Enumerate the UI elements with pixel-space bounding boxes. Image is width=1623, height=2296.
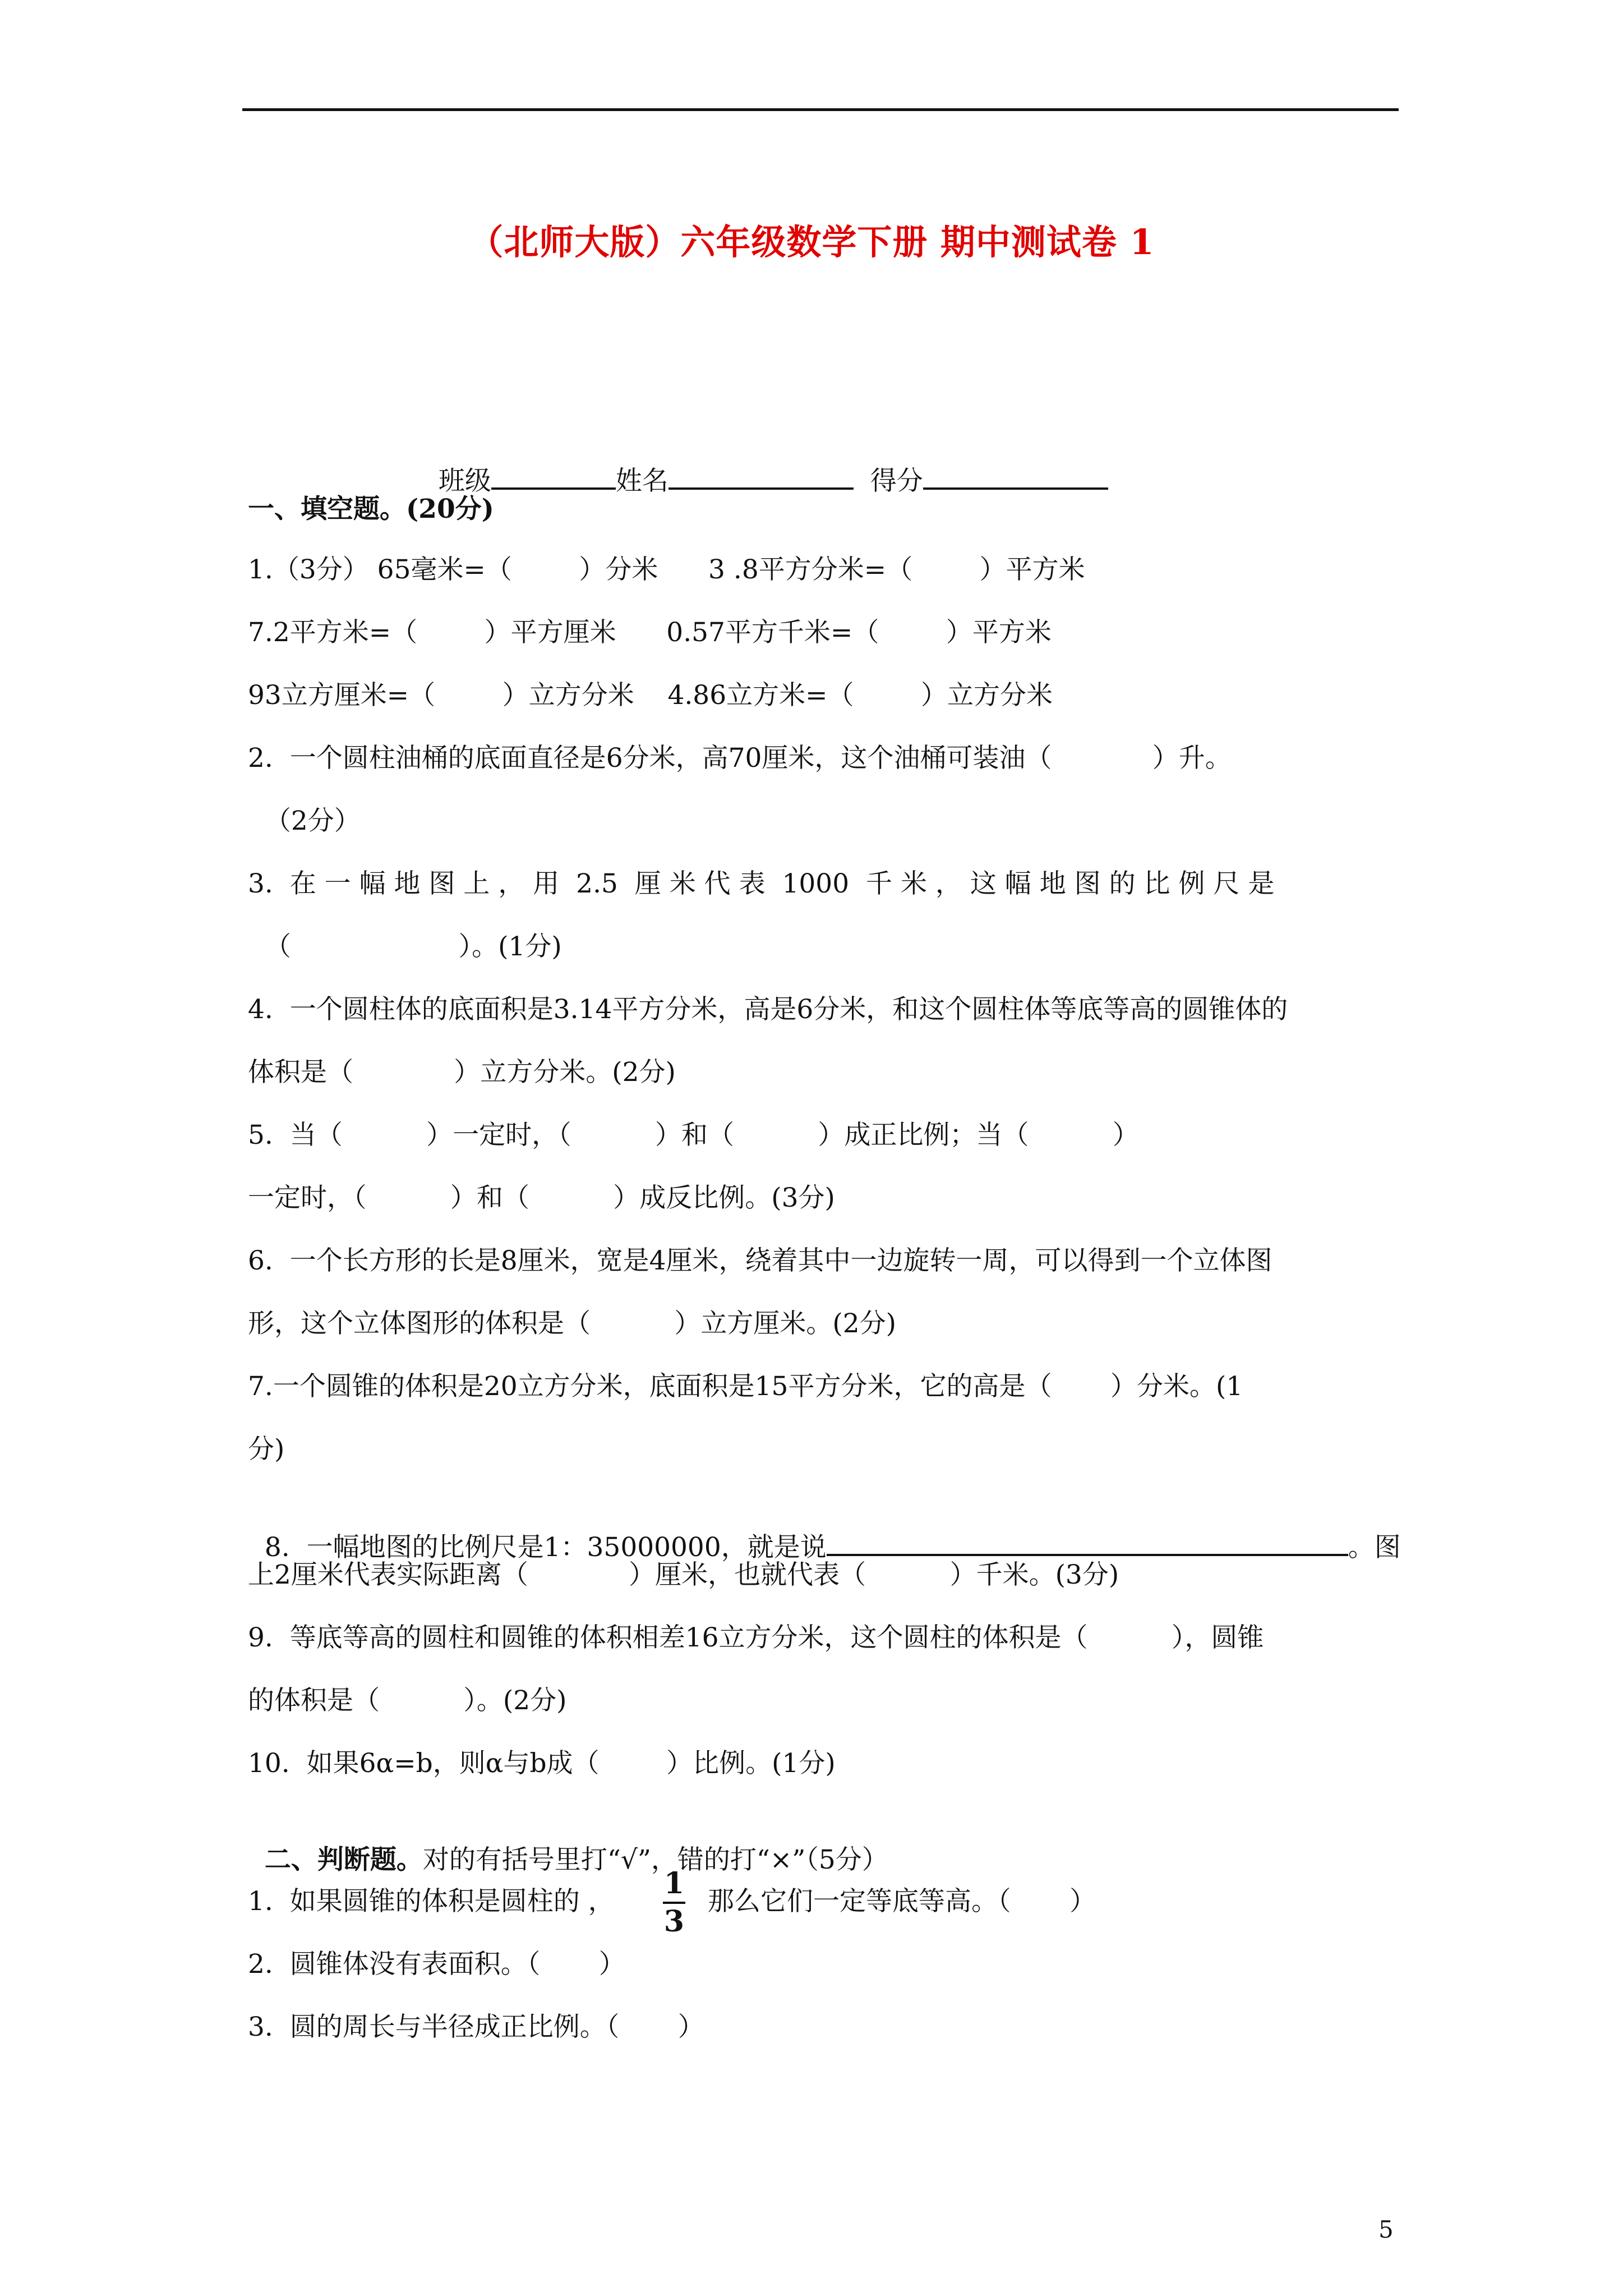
question-line: 5. 当（ ）一定时，（ ）和（ ）成正比例；当（ ） xyxy=(248,1120,1139,1151)
section2-instructions: 对的有括号里打“√”，错的打“×”（5分） xyxy=(422,1844,888,1875)
name-blank xyxy=(668,463,854,490)
question-line: 上2厘米代表实际距离（ ）厘米，也就代表（ ）千米。(3分) xyxy=(248,1559,1119,1590)
section2-heading-line xyxy=(248,1810,888,1877)
fraction-one-third xyxy=(663,1868,685,1938)
question-line: 的体积是（ ）。(2分) xyxy=(248,1685,567,1716)
judge-question: 2. 圆锥体没有表面积。（ ） xyxy=(248,1949,625,1980)
score-label: 得分 xyxy=(870,466,923,496)
judge-question-1-start: 1. 如果圆锥的体积是圆柱的 ， xyxy=(248,1886,615,1917)
question-line: 一定时，（ ）和（ ）成反比例。(3分) xyxy=(248,1182,835,1213)
judge-question: 3. 圆的周长与半径成正比例。（ ） xyxy=(248,2012,704,2042)
question-line: 9. 等底等高的圆柱和圆锥的体积相差16立方分米，这个圆柱的体积是（ ），圆锥 xyxy=(248,1622,1264,1653)
question-line-8 xyxy=(248,1496,1401,1565)
section2-heading: 二、判断题。 xyxy=(264,1844,423,1875)
question-line: （ ）。(1分) xyxy=(248,931,562,962)
section1-heading: 一、填空题。(20分) xyxy=(248,494,494,524)
question-line: 7.2平方米=（ ）平方厘米 0.57平方千米=（ ）平方米 xyxy=(248,617,1052,648)
header-fields xyxy=(422,429,1108,498)
question-line: 7.一个圆锥的体积是20立方分米，底面积是15平方分米，它的高是（ ）分米。(1 xyxy=(248,1371,1243,1402)
question-8-tail: 。图 xyxy=(1348,1532,1401,1563)
document-title: （北师大版）六年级数学下册 期中测试卷 1 xyxy=(468,222,1155,263)
fraction-bar xyxy=(663,1902,685,1904)
question-line: 93立方厘米=（ ）立方分米 4.86立方米=（ ）立方分米 xyxy=(248,680,1053,711)
fraction-numerator: 1 xyxy=(663,1866,685,1901)
answer-blank xyxy=(827,1529,1348,1556)
question-line: 2. 一个圆柱油桶的底面直径是6分米，高70厘米，这个油桶可装油（ ）升。 xyxy=(248,743,1232,774)
question-line: 体积是（ ）立方分米。(2分) xyxy=(248,1057,676,1088)
judge-question-1-end: 那么它们一定等底等高。（ ） xyxy=(708,1886,1096,1917)
class-blank xyxy=(491,463,616,490)
score-blank xyxy=(923,463,1108,490)
question-line: 6. 一个长方形的长是8厘米，宽是4厘米，绕着其中一边旋转一周，可以得到一个立体图 xyxy=(248,1245,1272,1276)
top-rule xyxy=(242,108,1399,111)
question-line: 1.（3分） 65毫米=（ ）分米 3 .8平方分米=（ ）平方米 xyxy=(248,554,1085,585)
class-label: 班级 xyxy=(438,466,491,496)
question-line: 4. 一个圆柱体的底面积是3.14平方分米，高是6分米，和这个圆柱体等底等高的圆锥体的 xyxy=(248,994,1288,1025)
question-line: 形，这个立体图形的体积是（ ）立方厘米。(2分) xyxy=(248,1308,896,1339)
question-line: 10. 如果6α=b，则α与b成（ ）比例。(1分) xyxy=(248,1748,836,1779)
question-line: 3. 在 一 幅 地 图 上 ， 用 2.5 厘 米 代 表 1000 千 米 ， 这 幅 地 图 的 比 例 尺 是 xyxy=(248,868,1275,899)
page-number: 5 xyxy=(1378,2216,1394,2243)
question-line: （2分） xyxy=(248,806,361,836)
question-line: 分) xyxy=(248,1434,285,1465)
fraction-denominator: 3 xyxy=(663,1904,685,1939)
name-label: 姓名 xyxy=(615,466,668,496)
question-8-text: 8. 一幅地图的比例尺是1：35000000，就是说 xyxy=(264,1532,827,1563)
